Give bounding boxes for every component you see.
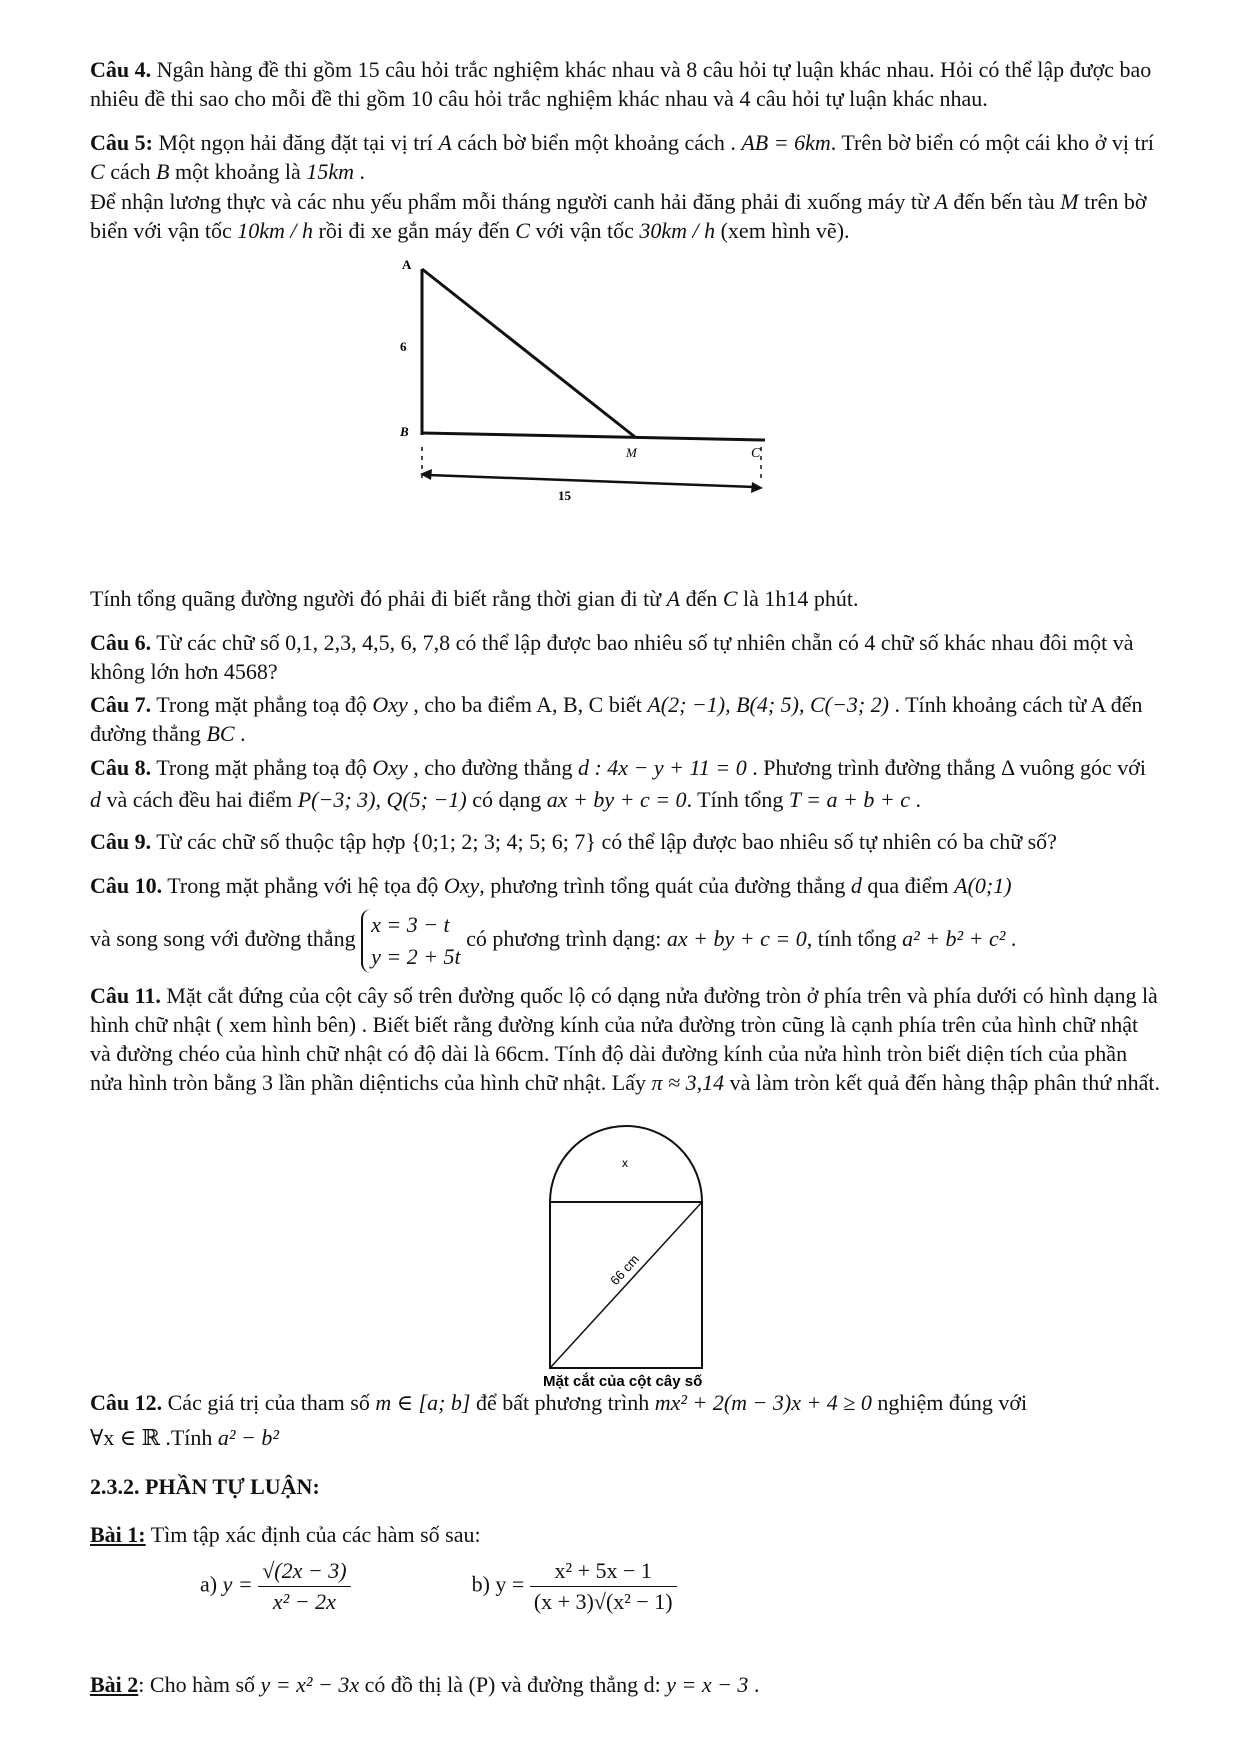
- exercise-text: có đồ thị là (P) và đường thẳng d:: [359, 1672, 667, 1697]
- lighthouse-figure: [370, 255, 870, 555]
- label-66cm: 66 cm: [607, 1251, 642, 1289]
- math-expression: T = a + b + c: [788, 787, 910, 812]
- question-text: .: [234, 721, 246, 746]
- question-text: . Phương trình đường thẳng Δ vuông góc với: [746, 755, 1146, 780]
- fraction-numerator: x² + 5x − 1: [530, 1556, 677, 1587]
- math-expression: mx² + 2(m − 3)x + 4 ≥ 0: [654, 1390, 872, 1415]
- question-text: và cách đều hai điểm: [101, 787, 298, 812]
- arrow-right-icon: [751, 482, 763, 493]
- label-m: M: [626, 445, 637, 460]
- question-text: qua điểm: [861, 873, 955, 898]
- question-6: [90, 628, 1160, 686]
- math-expression: BC: [206, 721, 235, 746]
- question-text: với vận tốc: [529, 218, 640, 243]
- question-text: .: [909, 787, 921, 812]
- question-text: . Tính khoảng cách từ A đến đường thẳng: [90, 692, 1143, 746]
- dimension-line: [428, 475, 755, 487]
- exercise-text: .: [748, 1672, 760, 1697]
- question-text: .: [1005, 926, 1017, 951]
- math-expression: y = x² − 3x: [260, 1672, 360, 1697]
- math-expression: P(−3; 3), Q(5; −1): [297, 787, 467, 812]
- system-equation-1: x = 3 − t: [371, 911, 450, 937]
- question-text: Các giá trị của tham số: [162, 1390, 376, 1415]
- math-expression: {0;1; 2; 3; 4; 5; 6; 7}: [411, 829, 596, 854]
- question-text: . Tính tổng: [686, 787, 789, 812]
- figure-caption: Mặt cắt của cột cây số: [543, 1373, 703, 1390]
- question-9: [90, 827, 1160, 856]
- question-text: đến: [680, 586, 723, 611]
- label-b: B: [400, 424, 409, 439]
- math-point: C: [722, 586, 738, 611]
- exercise-text: : Cho hàm số: [138, 1672, 261, 1697]
- question-text: . Trên bờ biển có một cái kho ở vị trí: [830, 130, 1155, 155]
- question-text: một khoảng là: [169, 159, 307, 184]
- math-expression: Oxy: [372, 755, 408, 780]
- label-6: 6: [400, 339, 407, 354]
- label-x: x: [622, 1156, 628, 1170]
- math-expression: 30km / h: [639, 218, 716, 243]
- exercise-text: Tìm tập xác định của các hàm số sau:: [145, 1522, 481, 1547]
- diagonal: [550, 1202, 702, 1368]
- arrow-left-icon: [420, 469, 432, 480]
- question-label: Câu 4.: [90, 57, 152, 82]
- question-4: [90, 55, 1160, 113]
- question-label: Câu 7.: [90, 692, 152, 717]
- question-text: là 1h14 phút.: [737, 586, 859, 611]
- question-text: nghiệm đúng với: [871, 1390, 1028, 1415]
- question-5: [90, 128, 1160, 186]
- question-text: Trong mặt phẳng toạ độ: [151, 755, 373, 780]
- question-text: .Tính: [159, 1425, 218, 1450]
- math-expression: Oxy: [372, 692, 408, 717]
- exercise-label: Bài 2: [90, 1672, 139, 1697]
- item-b-label: b): [471, 1571, 490, 1597]
- item-a-label: a): [200, 1571, 218, 1597]
- question-text: , cho đường thẳng: [407, 755, 578, 780]
- question-text: , phương trình tổng quát của đường thẳng: [479, 873, 851, 898]
- question-label: Câu 8.: [90, 755, 152, 780]
- math-expression: AB = 6km: [741, 130, 831, 155]
- question-label: Câu 12.: [90, 1390, 163, 1415]
- question-12: [90, 1388, 1160, 1417]
- exercise-1: [90, 1520, 1160, 1549]
- question-text: đến bến tàu: [947, 189, 1061, 214]
- math-expression: Oxy: [443, 873, 480, 898]
- question-label: Câu 9.: [90, 829, 152, 854]
- question-label: Câu 5:: [90, 130, 153, 155]
- question-5-paragraph: [90, 187, 1160, 245]
- math-point: M: [1060, 189, 1079, 214]
- math-expression: ax + by + c = 0: [546, 787, 687, 812]
- question-10-line2: [90, 907, 1160, 973]
- question-text: , tính tổng: [806, 926, 903, 951]
- math-expression: y =: [222, 1571, 253, 1597]
- math-expression: m ∈ [a; b]: [375, 1390, 471, 1415]
- question-text: .: [353, 159, 365, 184]
- label-c: C: [751, 446, 761, 461]
- math-expression: π ≈ 3,14: [651, 1070, 725, 1095]
- question-text: Từ các chữ số 0,1, 2,3, 4,5, 6, 7,8 có thể lập được bao nhiêu số tự nhiên chẵn có 4 chữ số khác nhau đôi một và không lớn hơn 4568?: [90, 630, 1134, 684]
- math-expression: ∀x ∈ ℝ: [90, 1425, 160, 1450]
- question-text: rồi đi xe gắn máy đến: [313, 218, 516, 243]
- math-point: B: [155, 159, 170, 184]
- math-point: A: [666, 586, 681, 611]
- math-expression: y = x − 3: [666, 1672, 749, 1697]
- label-15: 15: [558, 488, 571, 503]
- math-expression: d: [90, 787, 101, 812]
- math-expression: d: [850, 873, 862, 898]
- question-11: [90, 981, 1160, 1097]
- segment-bc: [422, 433, 765, 440]
- section-heading: 2.3.2. PHẦN TỰ LUẬN:: [90, 1474, 320, 1499]
- system-equation-2: y = 2 + 5t: [371, 943, 461, 969]
- question-text: Tính tổng quãng đường người đó phải đi biết rằng thời gian đi từ: [90, 586, 667, 611]
- fraction-denominator: (x + 3)√(x² − 1): [533, 1589, 673, 1614]
- question-5-ask: [90, 584, 1160, 613]
- question-label: Câu 10.: [90, 873, 163, 898]
- question-text: Ngân hàng đề thi gồm 15 câu hỏi trắc nghiệm khác nhau và 8 câu hỏi tự luận khác nhau. Hỏi có thể lập được bao nhiêu đề thi sao cho mỗi đề thi gồm 10 câu hỏi trắc nghiệm khác nhau và 4 câu hỏi tự luận khác nhau.: [90, 57, 1152, 111]
- question-text: Một ngọn hải đăng đặt tại vị trí: [152, 130, 439, 155]
- question-text: có phương trình dạng:: [460, 926, 667, 951]
- math-expression: ax + by + c = 0: [666, 926, 807, 951]
- math-expression: 10km / h: [237, 218, 314, 243]
- math-expression: d : 4x − y + 11 = 0: [577, 755, 747, 780]
- question-text: và song song với đường thẳng: [90, 926, 362, 951]
- exercise-2: [90, 1670, 1160, 1699]
- question-text: và làm tròn kết quả đến hàng thập phân thứ nhất.: [724, 1070, 1161, 1095]
- question-text: trên bờ biển với vận tốc: [90, 189, 1147, 243]
- question-text: Trong mặt phẳng với hệ tọa độ: [162, 873, 444, 898]
- question-text: có dạng: [466, 787, 547, 812]
- question-text: cách: [104, 159, 156, 184]
- math-point: A: [438, 130, 452, 155]
- question-10: [90, 871, 1160, 900]
- segment-am: [422, 269, 635, 437]
- question-text: có thể lập được bao nhiêu số tự nhiên có ba chữ số?: [595, 829, 1057, 854]
- math-expression: a² + b² + c²: [902, 926, 1006, 951]
- question-text: Từ các chữ số thuộc tập hợp: [151, 829, 412, 854]
- math-point: A: [934, 189, 948, 214]
- question-text: Để nhận lương thực và các nhu yếu phẩm mỗi tháng người canh hải đăng phải đi xuống máy từ: [90, 189, 935, 214]
- milestone-figure: [540, 1122, 720, 1402]
- fraction-a: [258, 1556, 350, 1617]
- question-label: Câu 11.: [90, 983, 161, 1008]
- math-expression: y =: [495, 1571, 525, 1597]
- math-expression: a² − b²: [217, 1425, 279, 1450]
- fraction-numerator: √(2x − 3): [258, 1556, 350, 1587]
- question-8: [90, 752, 1160, 816]
- math-expression: A(2; −1), B(4; 5), C(−3; 2): [647, 692, 889, 717]
- math-expression: 15km: [306, 159, 354, 184]
- math-expression: A(0;1): [954, 873, 1012, 898]
- exercise-1-items: [200, 1556, 1000, 1617]
- question-text: Mặt cắt đứng của cột cây số trên đường quốc lộ có dạng nửa đường tròn ở phía trên và phía dưới có hình dạng là hình chữ nhật ( xem hình bên) . Biết biết rằng đường kính của nửa đường tròn cũng là cạnh phía trên của hình chữ nhật và đường chéo của hình chữ nhật có độ dài là 66cm. Tính độ dài đường kính của nửa hình tròn biết diện tích của phần nửa hình tròn bằng 3 lần phần diệntichs của hình chữ nhật. Lấy: [90, 983, 1158, 1095]
- question-text: cách bờ biển một khoảng cách .: [451, 130, 742, 155]
- question-text: Trong mặt phẳng toạ độ: [151, 692, 373, 717]
- math-point: C: [515, 218, 530, 243]
- question-text: , cho ba điểm A, B, C biết: [407, 692, 648, 717]
- label-a: A: [402, 257, 412, 272]
- question-text: (xem hình vẽ).: [715, 218, 850, 243]
- question-7: [90, 690, 1160, 748]
- equation-system: [361, 909, 461, 973]
- fraction-denominator: x² − 2x: [272, 1589, 336, 1614]
- question-12-line2: [90, 1423, 1160, 1452]
- fraction-b: [530, 1556, 677, 1617]
- math-point: C: [90, 159, 105, 184]
- question-label: Câu 6.: [90, 630, 152, 655]
- question-text: để bất phương trình: [470, 1390, 655, 1415]
- exercise-label: Bài 1:: [90, 1522, 146, 1547]
